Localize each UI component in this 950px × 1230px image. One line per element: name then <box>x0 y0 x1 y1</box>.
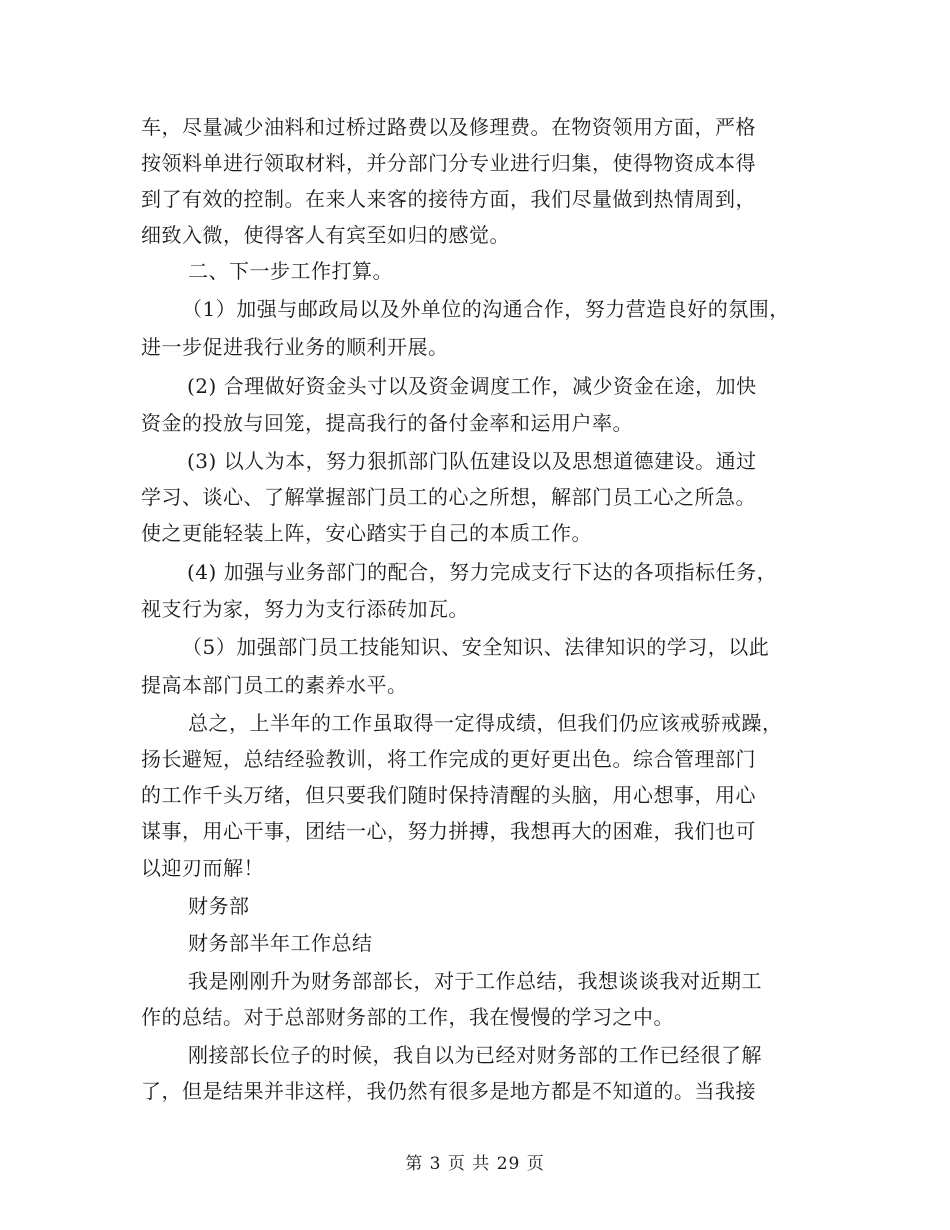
document-title: 财务部半年工作总结 <box>188 931 373 955</box>
text-line: 我是刚刚升为财务部部长，对于工作总结，我想谈谈我对近期工 <box>188 969 762 993</box>
text-line: 提高本部门员工的素养水平。 <box>141 673 408 697</box>
text-line: 作的总结。对于总部财务部的工作，我在慢慢的学习之中。 <box>141 1005 674 1029</box>
text-line: 扬长避短，总结经验教训，将工作完成的更好更出色。综合管理部门 <box>141 747 756 771</box>
text-line: 视支行为家，努力为支行添砖加瓦。 <box>141 597 469 621</box>
text-line: (2) 合理做好资金头寸以及资金调度工作，减少资金在途，加快 <box>187 374 757 398</box>
section-heading: 二、下一步工作打算。 <box>188 259 393 283</box>
text-line: 细致入微，使得客人有宾至如归的感觉。 <box>141 223 510 247</box>
text-line: （1）加强与邮政局以及外单位的沟通合作，努力营造良好的氛围， <box>182 297 790 321</box>
department-label: 财务部 <box>188 894 250 918</box>
text-line: 资金的投放与回笼，提高我行的备付金率和运用户率。 <box>141 411 633 435</box>
text-line: 刚接部长位子的时候，我自以为已经对财务部的工作已经很了解 <box>188 1043 762 1067</box>
text-line: 谋事，用心干事，团结一心，努力拼搏，我想再大的困难，我们也可 <box>141 819 756 843</box>
page-number: 第 3 页 共 29 页 <box>405 1154 545 1174</box>
text-line: 学习、谈心、了解掌握部门员工的心之所想，解部门员工心之所急。 <box>141 485 756 509</box>
text-line: （5）加强部门员工技能知识、安全知识、法律知识的学习，以此 <box>182 635 770 659</box>
text-line: 车，尽量减少油料和过桥过路费以及修理费。在物资领用方面，严格 <box>141 115 756 139</box>
text-line: 了，但是结果并非这样，我仍然有很多是地方都是不知道的。当我接 <box>141 1079 756 1103</box>
text-line: 以迎刃而解！ <box>141 856 264 880</box>
text-line: 总之，上半年的工作虽取得一定得成绩，但我们仍应该戒骄戒躁， <box>188 711 783 735</box>
text-line: 使之更能轻装上阵，安心踏实于自己的本质工作。 <box>141 521 592 545</box>
text-line: 按领料单进行领取材料，并分部门分专业进行归集，使得物资成本得 <box>141 151 756 175</box>
text-line: 到了有效的控制。在来人来客的接待方面，我们尽量做到热情周到， <box>141 187 756 211</box>
text-line: 进一步促进我行业务的顺利开展。 <box>141 335 449 359</box>
text-line: (4) 加强与业务部门的配合，努力完成支行下达的各项指标任务， <box>187 560 778 584</box>
text-line: (3) 以人为本，努力狠抓部门队伍建设以及思想道德建设。通过 <box>187 449 757 473</box>
text-line: 的工作千头万绪，但只要我们随时保持清醒的头脑，用心想事，用心 <box>141 783 756 807</box>
